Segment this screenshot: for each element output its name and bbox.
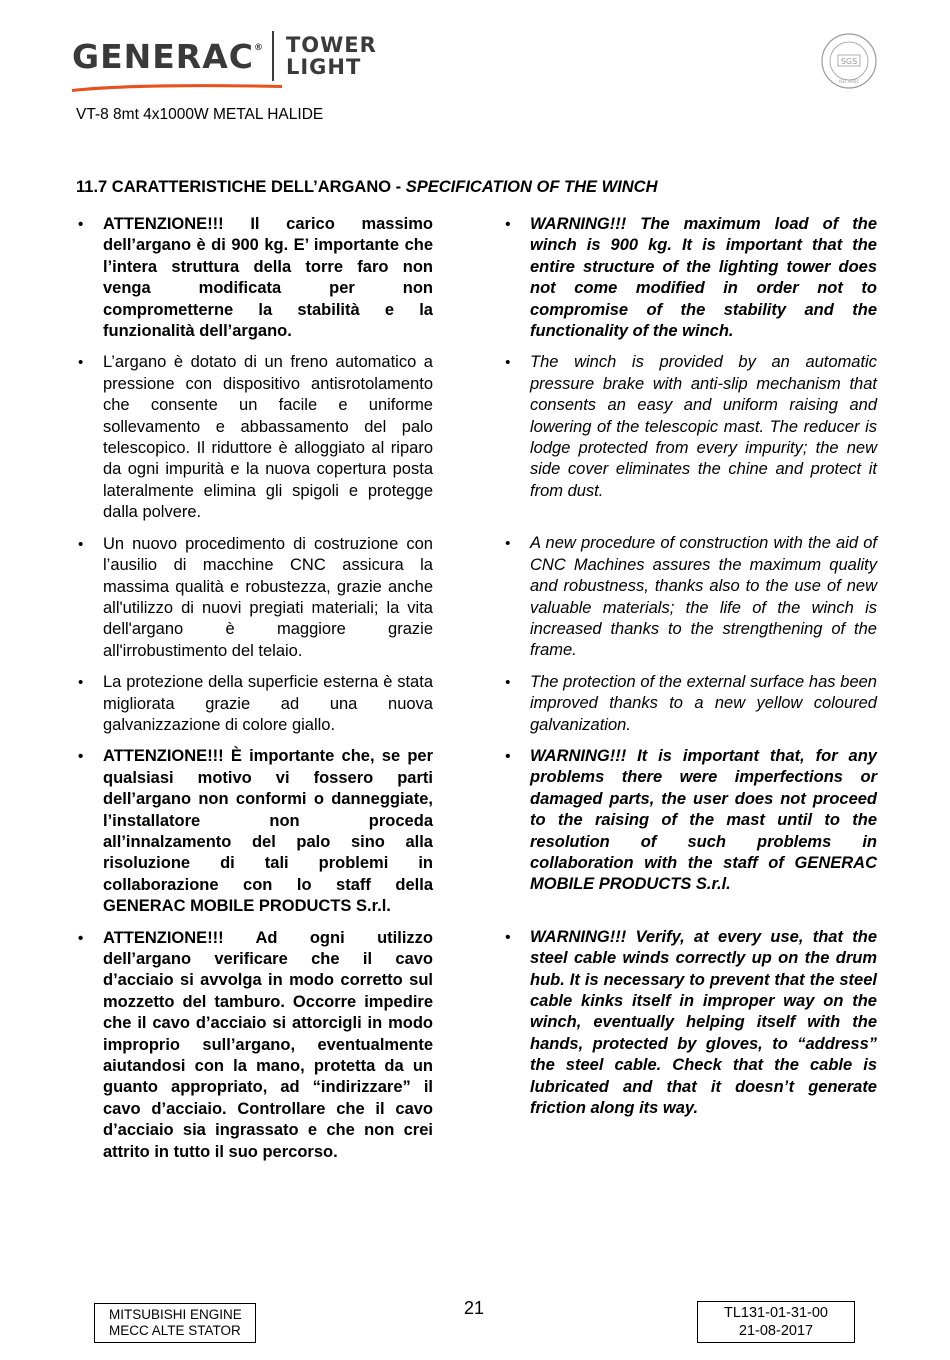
- seal-subtext: ISO 9001: [838, 80, 860, 85]
- italian-item: • Un nuovo procedimento di costruzione con l’ausilio di macchine CNC assicura la massima qualità e robustezza, grazie anche all'utilizzo di nuovi pregiati materiali; la vita dell'argano è maggiore grazie all'irrobustimento del telaio.: [78, 534, 433, 662]
- logo-sub-line2: LIGHT: [285, 55, 362, 79]
- english-item: • WARNING!!! Verify, at every use, that the steel cable winds correctly up on the drum hub. It is necessary to prevent that the steel cable kinks itself in improper way on the winch, eventually helping itself with the hands, protected by gloves, to “address” the steel cable. Check that the cable is lubricated and that it doesn’t generate friction along its way.: [505, 927, 877, 1120]
- engine-label: MITSUBISHI ENGINE: [109, 1307, 242, 1322]
- engine-stator-box: [94, 1303, 256, 1343]
- italian-item: • ATTENZIONE!!! Il carico massimo dell’argano è di 900 kg. E’ importante che l’intera struttura della torre faro non venga modificata per non comprometterne la stabilità e la funzionalità dell’argano.: [78, 214, 433, 342]
- sgs-certification-seal-icon: [820, 32, 878, 90]
- english-item: • A new procedure of construction with the aid of CNC Machines assures the maximum quality and robustness, thanks also to the use of new valuable materials; the life of the winch is increased thanks to the strengthening of the frame.: [505, 533, 877, 661]
- logo-sub-line1: TOWER: [285, 33, 377, 57]
- logo-divider: [272, 31, 274, 81]
- italian-item: • ATTENZIONE!!! Ad ogni utilizzo dell’argano verificare che il cavo d’acciaio si avvolga in modo corretto sul mozzetto del tamburo. Occorre impedire che il cavo d’acciaio si attorcigli in modo improprio sull’argano, eventualmente aiutandosi con la mano, protetta da un guanto appropriato, ad “indirizzare” il cavo d’acciaio. Controllare che il cavo d’acciaio sia ingrassato e che non crei attrito in tutto il suo percorso.: [78, 928, 433, 1163]
- page-number: 21: [464, 1298, 485, 1318]
- document-code: TL131-01-31-00: [724, 1305, 828, 1321]
- italian-column: [78, 214, 433, 1163]
- italian-item: • L’argano è dotato di un freno automatico a pressione con dispositivo antisrotolamento che consente un facile e uniforme sollevamento e abbassamento del palo telescopico. Il riduttore è alloggiato al riparo da ogni impurità e la nuova copertura posta lateralmente elimina gli spigoli e protegge dalla polvere.: [78, 352, 433, 523]
- document-code-box: [697, 1301, 855, 1343]
- logo-main-text: GENERAC: [72, 36, 254, 76]
- document-model: VT-8 8mt 4x1000W METAL HALIDE: [76, 106, 324, 123]
- logo-swoosh-icon: [72, 82, 282, 92]
- italian-item: • ATTENZIONE!!! È importante che, se per qualsiasi motivo vi fossero parti dell’argano non conformi o danneggiate, l’installatore non proceda all’innalzamento del palo sino alla risoluzione di tali problemi in collaborazione con lo staff della GENERAC MOBILE PRODUCTS S.r.l.: [78, 746, 433, 917]
- section-title-it: 11.7 CARATTERISTICHE DELL’ARGANO -: [76, 178, 406, 196]
- generac-tower-light-logo: [72, 28, 377, 84]
- english-item: • The winch is provided by an automatic pressure brake with anti-slip mechanism that consents an easy and uniform raising and lowering of the telescopic mast. The reducer is lodge protected from every impurity; the new side cover eliminates the chine and protect it from dust.: [505, 352, 877, 502]
- document-date: 21-08-2017: [738, 1323, 814, 1339]
- logo-subtitle: [286, 34, 377, 78]
- seal-text: SGS: [840, 57, 858, 66]
- section-title: [76, 178, 658, 197]
- italian-item: • La protezione della superficie esterna è stata migliorata grazie ad una nuova galvanizzazione di colore giallo.: [78, 672, 433, 736]
- english-item: • WARNING!!! The maximum load of the winch is 900 kg. It is important that the entire structure of the lighting tower does not come modified in order not to compromise of the stability and the functionality of the winch.: [505, 214, 877, 342]
- english-item: • The protection of the external surface has been improved thanks to a new yellow coloured galvanization.: [505, 672, 877, 736]
- logo-wordmark: [72, 36, 264, 76]
- section-title-en: SPECIFICATION OF THE WINCH: [405, 178, 658, 196]
- registered-mark: ®: [253, 42, 264, 53]
- stator-label: MECC ALTE STATOR: [109, 1323, 241, 1338]
- english-column: [505, 214, 877, 1119]
- english-item: • WARNING!!! It is important that, for any problems there were imperfections or damaged parts, the user does not proceed to the raising of the mast until to the resolution of such problems in collaboration with the staff of GENERAC MOBILE PRODUCTS S.r.l.: [505, 746, 877, 896]
